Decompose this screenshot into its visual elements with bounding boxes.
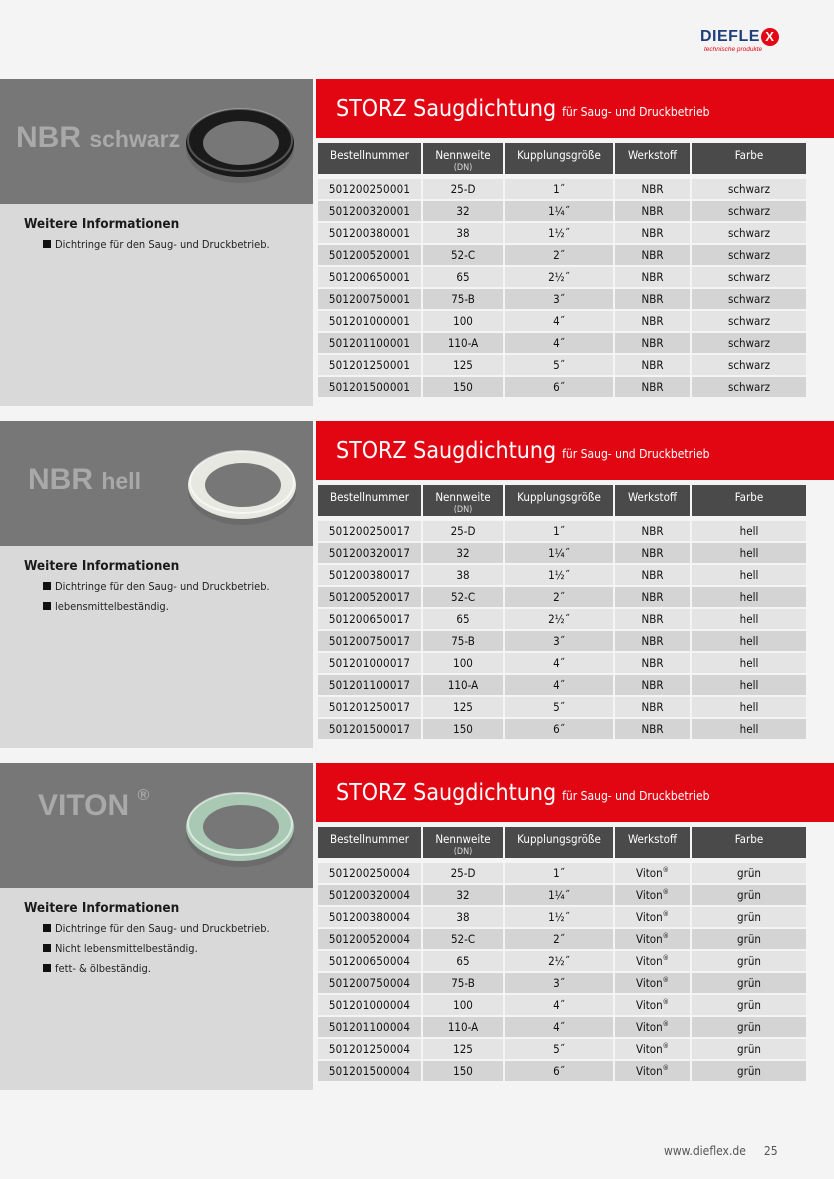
brand-logo	[700, 28, 790, 53]
werkstoff-cell: Viton®	[615, 863, 692, 885]
banner-subtitle: für Saug- und Druckbetrieb	[562, 105, 710, 119]
col-dn-label: (DN)	[453, 847, 473, 857]
table-row	[318, 289, 806, 311]
nennweite-cell: 125	[423, 697, 505, 719]
bestellnummer-cell: 501200320001	[318, 201, 423, 223]
werkstoff-cell: Viton®	[615, 1017, 692, 1039]
table-row	[318, 587, 806, 609]
werkstoff-cell: NBR	[615, 697, 692, 719]
page-footer	[664, 1144, 778, 1158]
werkstoff-cell: Viton®	[615, 973, 692, 995]
banner-title: STORZ Saugdichtung	[336, 780, 557, 806]
nennweite-cell: 75-B	[423, 631, 505, 653]
kupplung-cell: 1¼˝	[505, 543, 615, 565]
nennweite-cell: 125	[423, 355, 505, 377]
product-info-panel	[0, 546, 313, 748]
seal-ring-image	[180, 99, 300, 189]
footer-url[interactable]: www.dieflex.de	[664, 1144, 746, 1158]
table-row	[318, 333, 806, 355]
table-row	[318, 907, 806, 929]
info-item: Dichtringe für den Saug- und Druckbetrieb.	[43, 238, 270, 251]
bestellnummer-cell: 501200320004	[318, 885, 423, 907]
bestellnummer-cell: 501201100017	[318, 675, 423, 697]
bestellnummer-cell: 501201250017	[318, 697, 423, 719]
werkstoff-cell: NBR	[615, 333, 692, 355]
nennweite-cell: 65	[423, 951, 505, 973]
farbe-cell: schwarz	[692, 289, 806, 311]
kupplung-cell: 1¼˝	[505, 201, 615, 223]
werkstoff-cell: Viton®	[615, 1039, 692, 1061]
bestellnummer-cell: 501201500017	[318, 719, 423, 741]
nennweite-cell: 150	[423, 377, 505, 399]
bestellnummer-cell: 501200520001	[318, 245, 423, 267]
col-bestellnummer: Bestellnummer	[318, 827, 423, 858]
kupplung-cell: 2½˝	[505, 609, 615, 631]
product-title	[28, 463, 141, 497]
kupplung-cell: 5˝	[505, 1039, 615, 1061]
nennweite-cell: 38	[423, 223, 505, 245]
seal-ring-image	[180, 783, 300, 873]
nennweite-cell: 100	[423, 653, 505, 675]
product-header-panel	[0, 79, 313, 204]
table-row	[318, 245, 806, 267]
farbe-cell: grün	[692, 863, 806, 885]
kupplung-cell: 4˝	[505, 333, 615, 355]
table-row	[318, 267, 806, 289]
werkstoff-cell: Viton®	[615, 929, 692, 951]
table-row	[318, 543, 806, 565]
col-nennweite: Nennweite (DN)	[423, 143, 505, 174]
bestellnummer-cell: 501201000001	[318, 311, 423, 333]
farbe-cell: grün	[692, 885, 806, 907]
nennweite-cell: 65	[423, 267, 505, 289]
farbe-cell: grün	[692, 929, 806, 951]
farbe-cell: hell	[692, 631, 806, 653]
nennweite-cell: 110-A	[423, 333, 505, 355]
info-heading: Weitere Informationen	[24, 216, 180, 232]
table-row	[318, 179, 806, 201]
col-werkstoff: Werkstoff	[615, 485, 692, 516]
table-row	[318, 885, 806, 907]
kupplung-cell: 6˝	[505, 719, 615, 741]
werkstoff-cell: NBR	[615, 179, 692, 201]
nennweite-cell: 32	[423, 201, 505, 223]
info-heading: Weitere Informationen	[24, 900, 180, 916]
bestellnummer-cell: 501201000004	[318, 995, 423, 1017]
info-list	[43, 922, 270, 982]
col-kupplungsgroesse: Kupplungsgröße	[505, 485, 615, 516]
farbe-cell: hell	[692, 719, 806, 741]
werkstoff-cell: NBR	[615, 587, 692, 609]
werkstoff-cell: NBR	[615, 543, 692, 565]
bestellnummer-cell: 501200380017	[318, 565, 423, 587]
farbe-cell: hell	[692, 543, 806, 565]
product-table	[318, 827, 806, 1083]
werkstoff-cell: Viton®	[615, 1061, 692, 1083]
table-row	[318, 719, 806, 741]
farbe-cell: schwarz	[692, 311, 806, 333]
werkstoff-cell: NBR	[615, 675, 692, 697]
bestellnummer-cell: 501201500004	[318, 1061, 423, 1083]
kupplung-cell: 2˝	[505, 587, 615, 609]
info-item: Dichtringe für den Saug- und Druckbetrieb.	[43, 580, 270, 593]
table-row	[318, 565, 806, 587]
info-list	[43, 580, 270, 620]
table-row	[318, 223, 806, 245]
banner-title: STORZ Saugdichtung	[336, 438, 557, 464]
table-row	[318, 973, 806, 995]
bestellnummer-cell: 501201100004	[318, 1017, 423, 1039]
werkstoff-cell: NBR	[615, 267, 692, 289]
werkstoff-cell: NBR	[615, 719, 692, 741]
bestellnummer-cell: 501200380004	[318, 907, 423, 929]
nennweite-cell: 110-A	[423, 1017, 505, 1039]
farbe-cell: hell	[692, 697, 806, 719]
table-row	[318, 1039, 806, 1061]
table-row	[318, 675, 806, 697]
product-title-sub: schwarz	[89, 126, 181, 152]
col-bestellnummer: Bestellnummer	[318, 143, 423, 174]
werkstoff-cell: NBR	[615, 245, 692, 267]
kupplung-cell: 3˝	[505, 973, 615, 995]
kupplung-cell: 6˝	[505, 1061, 615, 1083]
werkstoff-cell: NBR	[615, 355, 692, 377]
table-row	[318, 521, 806, 543]
product-section	[0, 421, 834, 748]
product-header-panel	[0, 763, 313, 888]
product-title-main: NBR	[16, 121, 81, 154]
product-info-panel	[0, 888, 313, 1090]
col-werkstoff: Werkstoff	[615, 827, 692, 858]
bestellnummer-cell: 501200650001	[318, 267, 423, 289]
werkstoff-cell: Viton®	[615, 951, 692, 973]
farbe-cell: hell	[692, 587, 806, 609]
bestellnummer-cell: 501200750017	[318, 631, 423, 653]
title-banner	[316, 763, 834, 822]
werkstoff-cell: NBR	[615, 201, 692, 223]
page-number: 25	[763, 1144, 778, 1158]
table-row	[318, 1017, 806, 1039]
farbe-cell: hell	[692, 609, 806, 631]
brand-name: DIEFLE	[700, 28, 760, 45]
table-row	[318, 653, 806, 675]
kupplung-cell: 4˝	[505, 1017, 615, 1039]
kupplung-cell: 1˝	[505, 179, 615, 201]
farbe-cell: schwarz	[692, 223, 806, 245]
kupplung-cell: 2½˝	[505, 267, 615, 289]
farbe-cell: hell	[692, 653, 806, 675]
info-heading: Weitere Informationen	[24, 558, 180, 574]
bestellnummer-cell: 501201250001	[318, 355, 423, 377]
col-werkstoff: Werkstoff	[615, 143, 692, 174]
kupplung-cell: 2½˝	[505, 951, 615, 973]
kupplung-cell: 5˝	[505, 355, 615, 377]
farbe-cell: schwarz	[692, 333, 806, 355]
table-row	[318, 995, 806, 1017]
nennweite-cell: 25-D	[423, 863, 505, 885]
bestellnummer-cell: 501201100001	[318, 333, 423, 355]
col-dn-label: (DN)	[453, 163, 473, 173]
table-row	[318, 697, 806, 719]
kupplung-cell: 1˝	[505, 863, 615, 885]
werkstoff-cell: NBR	[615, 653, 692, 675]
bestellnummer-cell: 501200650004	[318, 951, 423, 973]
nennweite-cell: 100	[423, 995, 505, 1017]
bestellnummer-cell: 501200250001	[318, 179, 423, 201]
werkstoff-cell: Viton®	[615, 907, 692, 929]
kupplung-cell: 2˝	[505, 245, 615, 267]
nennweite-cell: 125	[423, 1039, 505, 1061]
farbe-cell: grün	[692, 1039, 806, 1061]
kupplung-cell: 4˝	[505, 995, 615, 1017]
table-row	[318, 311, 806, 333]
brand-x-mark: X	[761, 28, 779, 46]
table-row	[318, 951, 806, 973]
nennweite-cell: 110-A	[423, 675, 505, 697]
bestellnummer-cell: 501200750001	[318, 289, 423, 311]
werkstoff-cell: NBR	[615, 377, 692, 399]
banner-subtitle: für Saug- und Druckbetrieb	[562, 447, 710, 461]
werkstoff-cell: Viton®	[615, 885, 692, 907]
product-title-main: NBR	[28, 463, 93, 496]
nennweite-cell: 150	[423, 1061, 505, 1083]
bestellnummer-cell: 501200650017	[318, 609, 423, 631]
werkstoff-cell: NBR	[615, 223, 692, 245]
kupplung-cell: 3˝	[505, 289, 615, 311]
farbe-cell: grün	[692, 1061, 806, 1083]
kupplung-cell: 4˝	[505, 675, 615, 697]
farbe-cell: grün	[692, 907, 806, 929]
col-nennweite: Nennweite (DN)	[423, 485, 505, 516]
farbe-cell: grün	[692, 995, 806, 1017]
bestellnummer-cell: 501200380001	[318, 223, 423, 245]
product-title-main: VITON	[38, 789, 130, 822]
col-bestellnummer: Bestellnummer	[318, 485, 423, 516]
farbe-cell: schwarz	[692, 201, 806, 223]
bestellnummer-cell: 501200750004	[318, 973, 423, 995]
col-farbe: Farbe	[692, 827, 806, 858]
product-title	[38, 789, 149, 823]
product-table	[318, 143, 806, 399]
seal-ring-image	[182, 441, 302, 531]
nennweite-cell: 65	[423, 609, 505, 631]
bestellnummer-cell: 501200250004	[318, 863, 423, 885]
table-row	[318, 609, 806, 631]
kupplung-cell: 6˝	[505, 377, 615, 399]
brand-tagline: technische produkte	[704, 46, 763, 53]
farbe-cell: schwarz	[692, 377, 806, 399]
table-row	[318, 355, 806, 377]
table-row	[318, 863, 806, 885]
farbe-cell: schwarz	[692, 355, 806, 377]
nennweite-cell: 25-D	[423, 179, 505, 201]
table-row	[318, 631, 806, 653]
bestellnummer-cell: 501200520017	[318, 587, 423, 609]
table-row	[318, 377, 806, 399]
farbe-cell: grün	[692, 951, 806, 973]
info-item: Dichtringe für den Saug- und Druckbetrieb.	[43, 922, 270, 935]
col-nennweite: Nennweite (DN)	[423, 827, 505, 858]
nennweite-cell: 38	[423, 565, 505, 587]
nennweite-cell: 52-C	[423, 929, 505, 951]
product-section	[0, 79, 834, 406]
nennweite-cell: 52-C	[423, 245, 505, 267]
product-title-sub: hell	[101, 468, 141, 494]
kupplung-cell: 1½˝	[505, 907, 615, 929]
kupplung-cell: 1½˝	[505, 223, 615, 245]
col-kupplungsgroesse: Kupplungsgröße	[505, 827, 615, 858]
farbe-cell: hell	[692, 565, 806, 587]
werkstoff-cell: Viton®	[615, 995, 692, 1017]
product-section	[0, 763, 834, 1090]
bestellnummer-cell: 501201250004	[318, 1039, 423, 1061]
werkstoff-cell: NBR	[615, 311, 692, 333]
product-header-panel	[0, 421, 313, 546]
werkstoff-cell: NBR	[615, 609, 692, 631]
kupplung-cell: 1¼˝	[505, 885, 615, 907]
col-farbe: Farbe	[692, 143, 806, 174]
product-table	[318, 485, 806, 741]
col-farbe: Farbe	[692, 485, 806, 516]
title-banner	[316, 79, 834, 138]
werkstoff-cell: NBR	[615, 521, 692, 543]
werkstoff-cell: NBR	[615, 565, 692, 587]
nennweite-cell: 75-B	[423, 973, 505, 995]
table-row	[318, 929, 806, 951]
kupplung-cell: 1˝	[505, 521, 615, 543]
farbe-cell: grün	[692, 1017, 806, 1039]
bestellnummer-cell: 501200320017	[318, 543, 423, 565]
farbe-cell: grün	[692, 973, 806, 995]
banner-subtitle: für Saug- und Druckbetrieb	[562, 789, 710, 803]
nennweite-cell: 100	[423, 311, 505, 333]
farbe-cell: schwarz	[692, 179, 806, 201]
product-title	[16, 121, 180, 155]
werkstoff-cell: NBR	[615, 289, 692, 311]
bestellnummer-cell: 501201000017	[318, 653, 423, 675]
table-row	[318, 201, 806, 223]
farbe-cell: schwarz	[692, 245, 806, 267]
nennweite-cell: 150	[423, 719, 505, 741]
nennweite-cell: 38	[423, 907, 505, 929]
farbe-cell: hell	[692, 521, 806, 543]
nennweite-cell: 52-C	[423, 587, 505, 609]
table-row	[318, 1061, 806, 1083]
banner-title: STORZ Saugdichtung	[336, 96, 557, 122]
info-list	[43, 238, 270, 258]
bestellnummer-cell: 501201500001	[318, 377, 423, 399]
nennweite-cell: 32	[423, 885, 505, 907]
kupplung-cell: 3˝	[505, 631, 615, 653]
bestellnummer-cell: 501200520004	[318, 929, 423, 951]
kupplung-cell: 1½˝	[505, 565, 615, 587]
product-title-reg: ®	[137, 787, 150, 804]
nennweite-cell: 32	[423, 543, 505, 565]
kupplung-cell: 5˝	[505, 697, 615, 719]
nennweite-cell: 75-B	[423, 289, 505, 311]
bestellnummer-cell: 501200250017	[318, 521, 423, 543]
farbe-cell: hell	[692, 675, 806, 697]
nennweite-cell: 25-D	[423, 521, 505, 543]
werkstoff-cell: NBR	[615, 631, 692, 653]
info-item: Nicht lebensmittelbeständig.	[43, 942, 270, 955]
product-info-panel	[0, 204, 313, 406]
col-dn-label: (DN)	[453, 505, 473, 515]
info-item: lebensmittelbeständig.	[43, 600, 270, 613]
col-kupplungsgroesse: Kupplungsgröße	[505, 143, 615, 174]
kupplung-cell: 4˝	[505, 653, 615, 675]
farbe-cell: schwarz	[692, 267, 806, 289]
info-item: fett- & ölbeständig.	[43, 962, 270, 975]
kupplung-cell: 2˝	[505, 929, 615, 951]
kupplung-cell: 4˝	[505, 311, 615, 333]
title-banner	[316, 421, 834, 480]
